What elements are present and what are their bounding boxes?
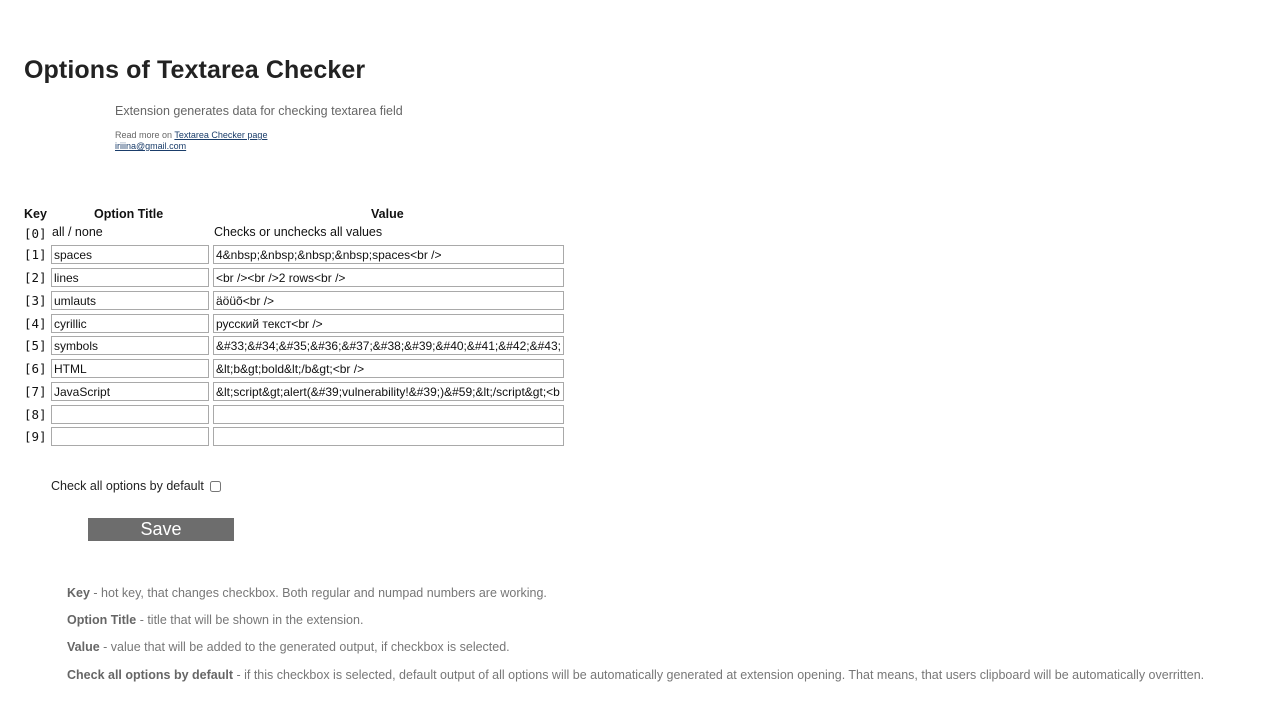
option-row-1 xyxy=(24,245,564,265)
option-row-2 xyxy=(24,268,564,288)
option-title-input-5[interactable] xyxy=(51,336,209,355)
column-header-value: Value xyxy=(371,207,404,221)
option-title-input-9[interactable] xyxy=(51,427,209,446)
option-key: [2] xyxy=(24,270,47,285)
option-title-input-1[interactable] xyxy=(51,245,209,264)
column-header-option-title: Option Title xyxy=(94,207,164,221)
check-all-default-row[interactable] xyxy=(51,479,221,493)
help-term: Option Title xyxy=(67,613,137,627)
option-title-input-2[interactable] xyxy=(51,268,209,287)
option-value-input-1[interactable] xyxy=(213,245,564,264)
option-value-input-3[interactable] xyxy=(213,291,564,310)
option-key: [1] xyxy=(24,247,47,262)
option-key: [5] xyxy=(24,338,47,353)
help-value xyxy=(67,640,510,654)
option-row-4 xyxy=(24,314,564,334)
option-title-text: all / none xyxy=(52,225,103,239)
help-check-all xyxy=(67,668,1204,682)
option-row-6 xyxy=(24,359,564,379)
option-title-input-8[interactable] xyxy=(51,405,209,424)
help-text: - value that will be added to the generated output, if checkbox is selected. xyxy=(99,640,510,654)
option-title-input-6[interactable] xyxy=(51,359,209,378)
check-all-default-checkbox[interactable] xyxy=(210,481,221,492)
option-key: [3] xyxy=(24,293,47,308)
option-row-3 xyxy=(24,291,564,311)
option-title-input-7[interactable] xyxy=(51,382,209,401)
option-value-input-8[interactable] xyxy=(213,405,564,424)
help-text: - if this checkbox is selected, default output of all options will be automatically generated at extension opening. That means, that users clipboard will be automatically overritten. xyxy=(233,668,1205,682)
option-key: [0] xyxy=(24,226,47,241)
help-text: - title that will be shown in the extension. xyxy=(136,613,364,627)
read-more-prefix: Read more on xyxy=(115,130,173,140)
option-title-input-3[interactable] xyxy=(51,291,209,310)
help-option-title xyxy=(67,613,363,627)
check-all-default-label: Check all options by default xyxy=(51,479,204,493)
option-value-input-4[interactable] xyxy=(213,314,564,333)
option-key: [7] xyxy=(24,384,47,399)
option-value-input-5[interactable] xyxy=(213,336,564,355)
option-row-9 xyxy=(24,427,564,447)
email-link[interactable]: iriiina@gmail.com xyxy=(115,141,187,151)
option-key: [6] xyxy=(24,361,47,376)
extension-description: Extension generates data for checking textarea field xyxy=(115,104,403,118)
option-key: [4] xyxy=(24,316,47,331)
page-title: Options of Textarea Checker xyxy=(24,56,366,84)
option-title-input-4[interactable] xyxy=(51,314,209,333)
option-key: [8] xyxy=(24,407,47,422)
option-value-text: Checks or unchecks all values xyxy=(214,225,383,239)
option-value-input-2[interactable] xyxy=(213,268,564,287)
help-term: Value xyxy=(67,640,100,654)
option-value-input-9[interactable] xyxy=(213,427,564,446)
column-header-key: Key xyxy=(24,207,47,221)
help-term: Key xyxy=(67,586,90,600)
option-row-7 xyxy=(24,382,564,402)
save-button[interactable]: Save xyxy=(88,518,234,541)
option-row-all-none xyxy=(24,225,564,241)
option-value-input-6[interactable] xyxy=(213,359,564,378)
option-row-8 xyxy=(24,405,564,425)
read-more-line xyxy=(115,130,267,140)
option-key: [9] xyxy=(24,429,47,444)
textarea-checker-page-link[interactable]: Textarea Checker page xyxy=(174,130,268,140)
help-key xyxy=(67,586,547,600)
help-text: - hot key, that changes checkbox. Both regular and numpad numbers are working. xyxy=(89,586,547,600)
option-value-input-7[interactable] xyxy=(213,382,564,401)
help-term: Check all options by default xyxy=(67,668,233,682)
option-row-5 xyxy=(24,336,564,356)
